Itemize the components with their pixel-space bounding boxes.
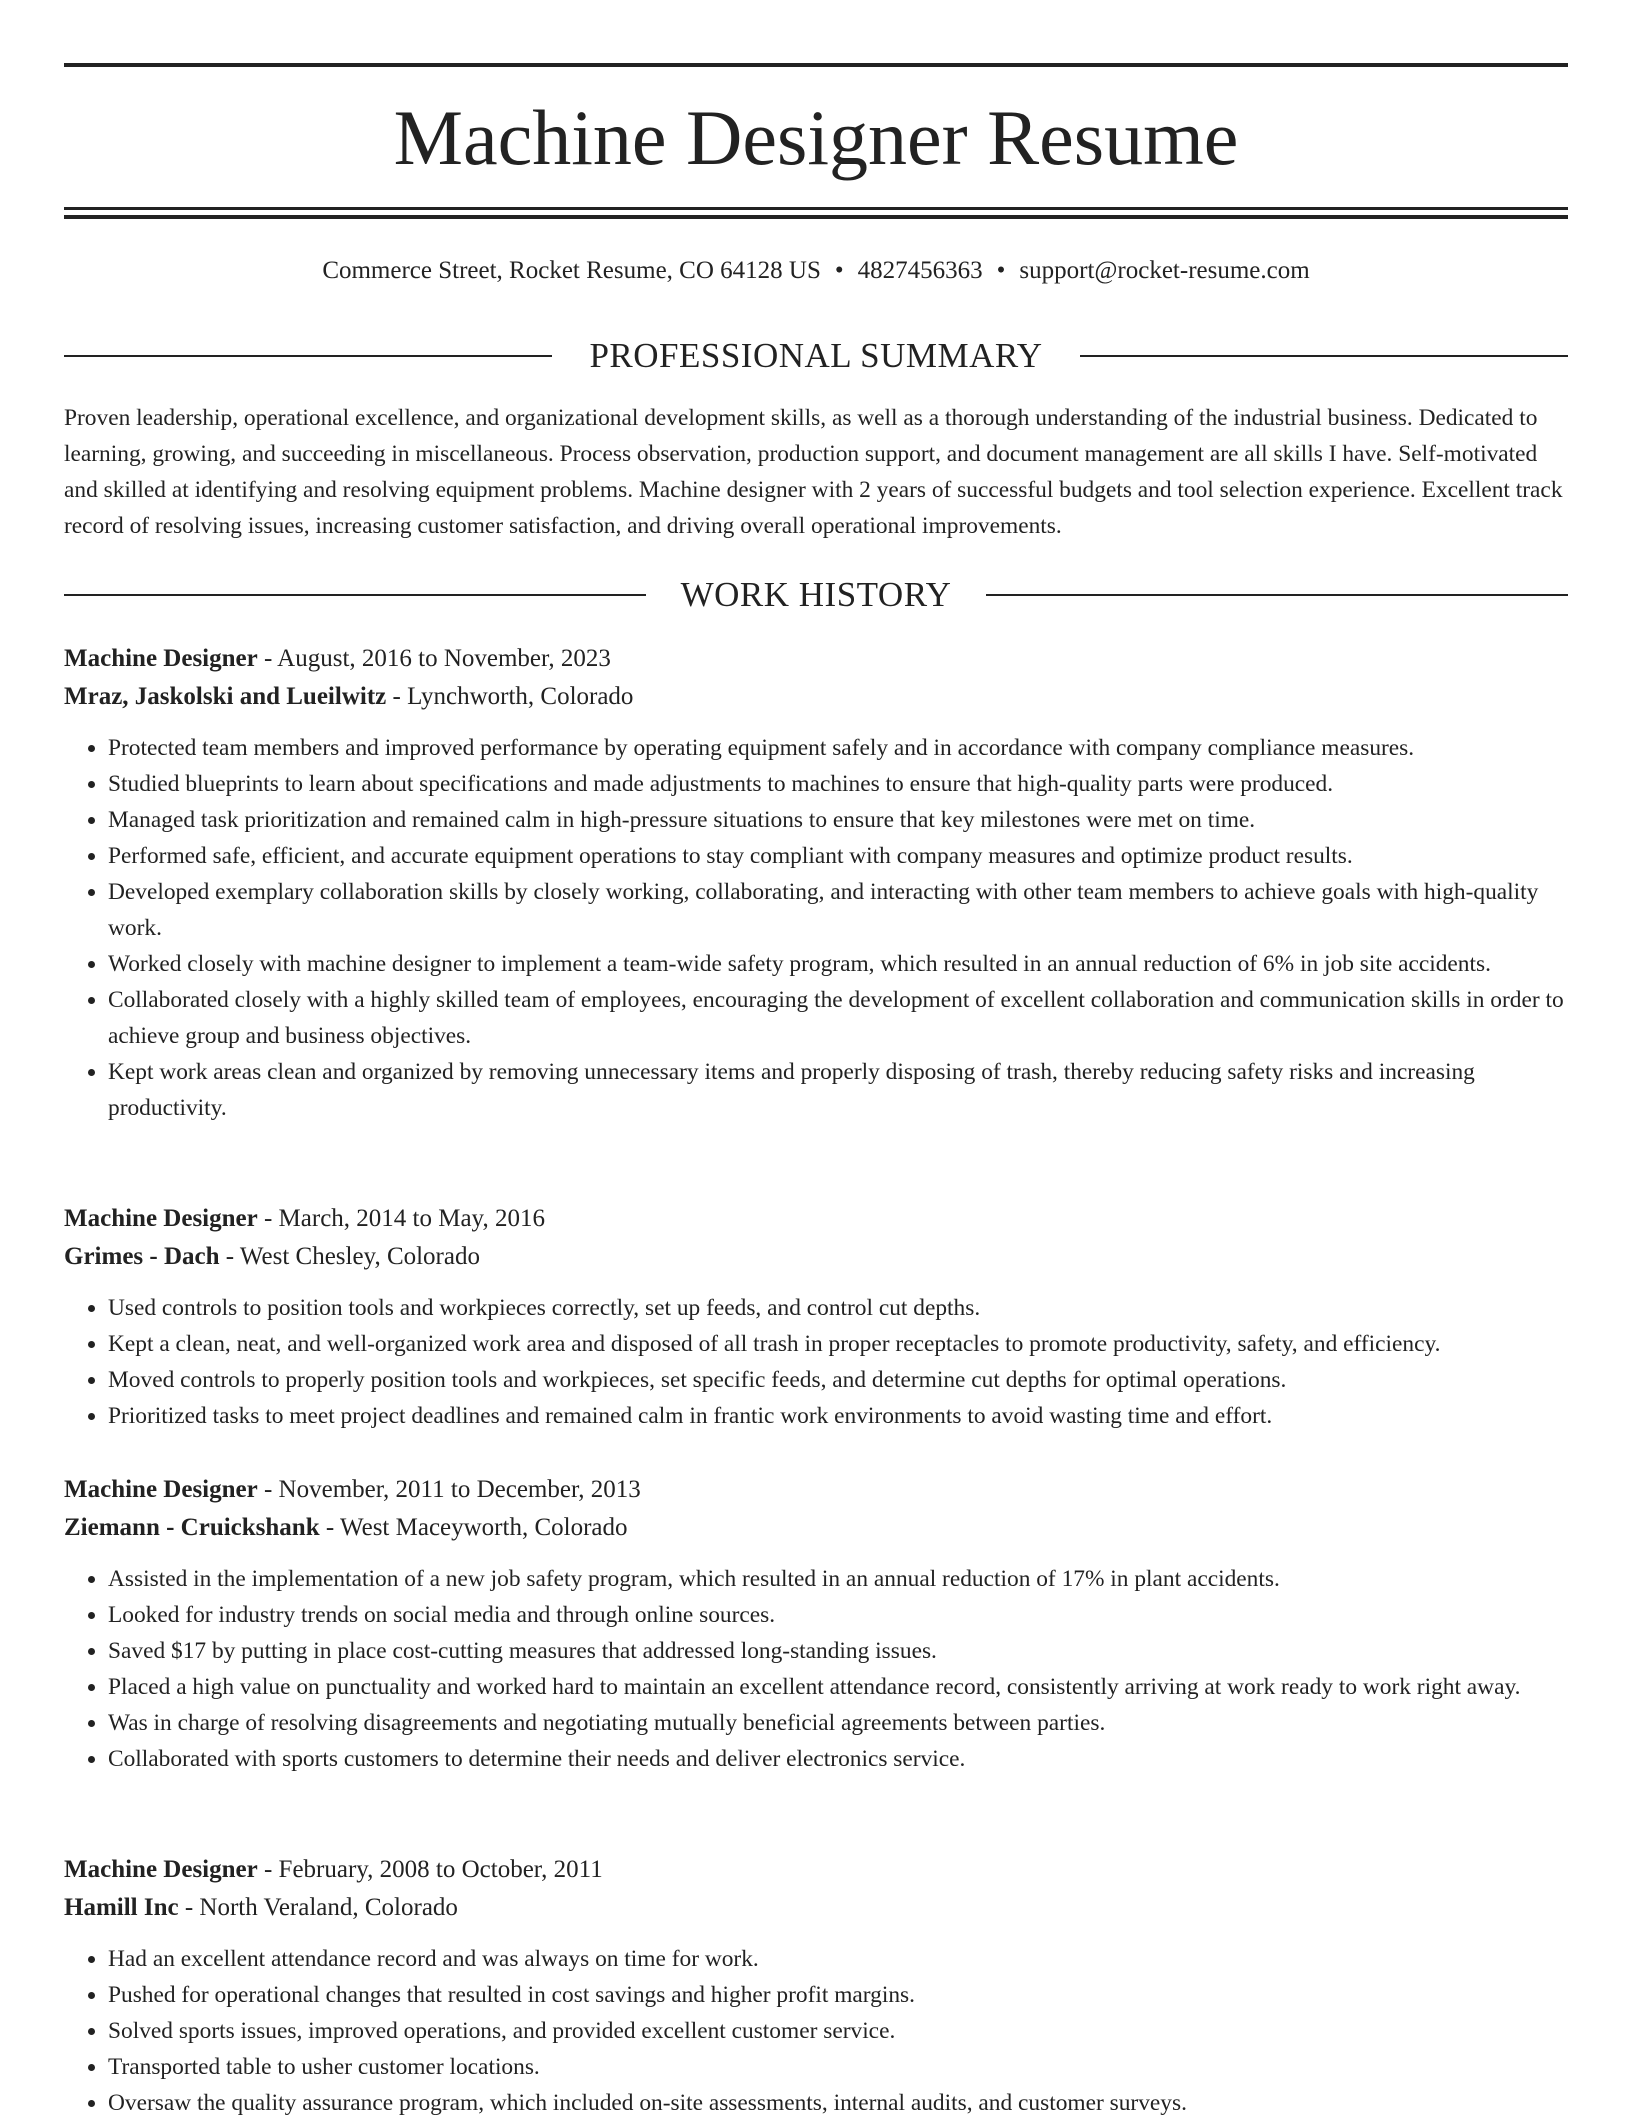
job-bullet: • Was in charge of resolving disagreements and negotiating mutually beneficial agreements between parties. [108,1705,1568,1741]
job-dates: - November, 2011 to December, 2013 [257,1476,641,1503]
top-rule [64,63,1568,67]
job-title-line [64,1471,1568,1509]
job-entry [64,1200,1568,1434]
job-dates: - March, 2014 to May, 2016 [257,1205,545,1232]
job-role: Machine Designer [64,1476,258,1503]
job-dates: - February, 2008 to October, 2011 [257,1856,603,1883]
job-bullet: • Collaborated with sports customers to determine their needs and deliver electronics service. [108,1741,1568,1777]
job-entry [64,640,1568,1126]
summary-heading-label: PROFESSIONAL SUMMARY [589,336,1043,375]
job-role: Machine Designer [64,1205,258,1232]
job-role: Machine Designer [64,1856,258,1883]
contact-separator: • [996,257,1006,284]
job-bullet: • Performed safe, efficient, and accurate equipment operations to stay compliant with company measures and optimize product results. [108,838,1568,874]
job-location: - North Veraland, Colorado [178,1894,458,1921]
job-company: Grimes - Dach [64,1243,220,1270]
job-bullet: • Managed task prioritization and remained calm in high-pressure situations to ensure that key milestones were met on time. [108,802,1568,838]
job-bullet: • Used controls to position tools and workpieces correctly, set up feeds, and control cut depths. [108,1290,1568,1326]
job-dates: - August, 2016 to November, 2023 [257,645,611,672]
job-bullet: • Looked for industry trends on social media and through online sources. [108,1597,1568,1633]
job-company-line [64,678,1568,716]
job-company: Hamill Inc [64,1894,179,1921]
job-title-line [64,640,1568,678]
resume-title: Machine Designer Resume [393,94,1239,181]
job-company: Mraz, Jaskolski and Lueilwitz [64,683,387,710]
job-bullet: • Assisted in the implementation of a new job safety program, which resulted in an annual reduction of 17% in plant accidents. [108,1561,1568,1597]
job-entry [64,1851,1568,2121]
job-company-line [64,1509,1568,1547]
job-location: - West Chesley, Colorado [219,1243,480,1270]
job-bullets [64,1941,1568,2121]
job-location: - Lynchworth, Colorado [386,683,634,710]
job-bullet: • Solved sports issues, improved operations, and provided excellent customer service. [108,2013,1568,2049]
job-bullet: • Moved controls to properly position tools and workpieces, set specific feeds, and determine cut depths for optimal operations. [108,1362,1568,1398]
job-bullet: • Collaborated closely with a highly skilled team of employees, encouraging the development of excellent collaboration and communication skills in order to achieve group and business objectives. [108,982,1568,1054]
summary-text: Proven leadership, operational excellence, and organizational development skills, as well as a thorough understanding of the industrial business. Dedicated to learning, growing, and succeeding in miscellaneous. Process observation, production support, and document management are all skills I have. Self-motivated and skilled at identifying and resolving equipment problems. Machine designer with 2 years of successful budgets and tool selection experience. Excellent track record of resolving issues, increasing customer satisfaction, and driving overall operational improvements. [64,405,1563,539]
job-bullet: • Transported table to usher customer locations. [108,2049,1568,2085]
job-bullet: • Developed exemplary collaboration skills by closely working, collaborating, and interacting with other team members to achieve goals with high-quality work. [108,874,1568,946]
job-bullet: • Studied blueprints to learn about specifications and made adjustments to machines to ensure that high-quality parts were produced. [108,766,1568,802]
job-title-line [64,1200,1568,1238]
work-history-heading [64,573,1568,617]
job-bullet: • Kept a clean, neat, and well-organized work area and disposed of all trash in proper receptacles to promote productivity, safety, and efficiency. [108,1326,1568,1362]
job-bullet: • Placed a high value on punctuality and worked hard to maintain an excellent attendance record, consistently arriving at work ready to work right away. [108,1669,1568,1705]
job-bullet: • Pushed for operational changes that resulted in cost savings and higher profit margins. [108,1977,1568,2013]
job-bullets [64,730,1568,1126]
contact-phone: 4827456363 [857,257,983,284]
job-bullets [64,1290,1568,1434]
job-company-line [64,1238,1568,1276]
contact-address: Commerce Street, Rocket Resume, CO 64128 US [322,257,821,284]
job-entry [64,1471,1568,1777]
summary-heading [64,334,1568,378]
job-bullet: • Had an excellent attendance record and was always on time for work. [108,1941,1568,1977]
job-company: Ziemann - Cruickshank [64,1514,320,1541]
job-bullet: • Prioritized tasks to meet project deadlines and remained calm in frantic work environments to avoid wasting time and effort. [108,1398,1568,1434]
job-bullets [64,1561,1568,1777]
job-bullet: • Saved $17 by putting in place cost-cutting measures that addressed long-standing issues. [108,1633,1568,1669]
job-location: - West Maceyworth, Colorado [319,1514,628,1541]
job-bullet: • Oversaw the quality assurance program, which included on-site assessments, internal audits, and customer surveys. [108,2085,1568,2121]
work-history-heading-label: WORK HISTORY [680,575,952,614]
job-bullet: • Kept work areas clean and organized by removing unnecessary items and properly disposing of trash, thereby reducing safety risks and increasing productivity. [108,1054,1568,1126]
job-title-line [64,1851,1568,1889]
job-role: Machine Designer [64,645,258,672]
contact-line [64,254,1568,288]
title-rule-lower [64,215,1568,219]
job-bullet: • Worked closely with machine designer to implement a team-wide safety program, which resulted in an annual reduction of 6% in job site accidents. [108,946,1568,982]
contact-email: support@rocket-resume.com [1019,257,1310,284]
contact-separator: • [834,257,844,284]
title-rule-upper [64,207,1568,210]
job-company-line [64,1889,1568,1927]
job-bullet: • Protected team members and improved performance by operating equipment safely and in accordance with company compliance measures. [108,730,1568,766]
